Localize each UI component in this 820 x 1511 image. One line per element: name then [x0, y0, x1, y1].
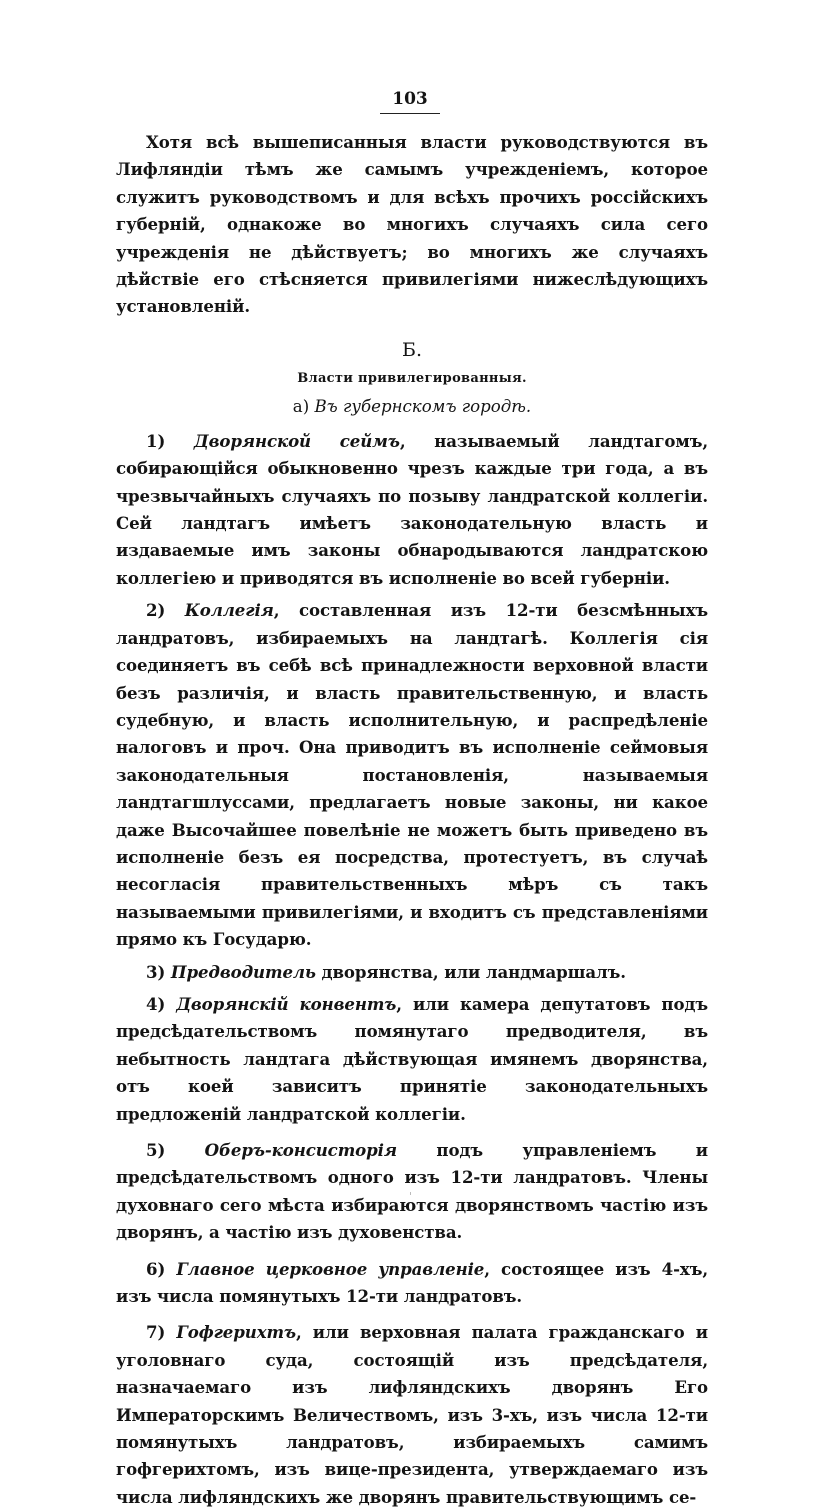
page-number [0, 88, 820, 114]
item-text: подъ управленіемъ и предсѣдательствомъ одного изъ 12-ти ландратовъ. Члены духовнаго сего мѣста избираются дворянствомъ частію изъ дворянъ, а частію изъ духовенства. [116, 1140, 709, 1243]
scan-speck [410, 1192, 411, 1195]
item-term: Коллегія [184, 600, 274, 621]
item-number: 4) [146, 993, 177, 1014]
item-term: Предводитель [170, 961, 316, 982]
page-number-text: 103 [380, 88, 440, 114]
list-item [116, 959, 708, 986]
item-term: Дворянской сеймъ [193, 430, 400, 451]
item-term: Дворянскій конвентъ [176, 993, 397, 1014]
list-item [116, 991, 708, 1128]
item-number: 3) [146, 961, 171, 982]
list-item [116, 597, 708, 953]
list-item [116, 1137, 708, 1247]
item-text: , составленная изъ 12-ти безсмѣнныхъ ландратовъ, избираемыхъ на ландтагѣ. Коллегія сія соединяетъ въ себѣ всѣ принадлежности верховной власти безъ различія, и власть правительственную, и власть судебную, и власть исполнительную, и распредѣленіе налоговъ и проч. Она приводитъ въ исполненіе сеймовыя законодательныя постановленія, называемыя ландтагшлуссами, предлагаетъ новые законы, ни какое даже Высочайшее повелѣніе не можетъ быть приведено въ исполненіе безъ ея посредства, протестуетъ, въ случаѣ несогласія правительственныхъ мѣръ съ такъ называемыми привилегіями, и входитъ съ представленіями прямо къ Государю. [116, 600, 709, 950]
item-text: , или камера депутатовъ подъ предсѣдательствомъ помянутаго предводителя, въ небытность ландтага дѣйствующая имянемъ дворянства, отъ коей зависитъ принятіе законодательныхъ предложеній ландратской коллегіи. [116, 993, 709, 1124]
item-number: 1) [146, 430, 194, 451]
item-text: , состоящее изъ 4-хъ, изъ числа помянутыхъ 12-ти ландратовъ. [116, 1258, 709, 1307]
section-subtitle-italic: Въ губернскомъ городѣ. [314, 396, 532, 416]
item-number: 5) [146, 1140, 205, 1160]
item-number: 7) [146, 1322, 177, 1343]
item-text: , или верховная палата гражданскаго и уголовнаго суда, состоящій изъ предсѣдателя, назначаемаго изъ лифляндскихъ дворянъ Его Императорскимъ Величествомъ, изъ 3-хъ, изъ числа 12-ти помянутыхъ ландратовъ, избираемыхъ самимъ гофгерихтомъ, изъ вице-президента, утверждаемаго изъ числа лифляндскихъ же дворянъ правительствующимъ се- [116, 1322, 709, 1507]
item-text: дворянства, или ландмаршалъ. [315, 961, 626, 982]
section-letter: Б. [401, 338, 422, 361]
item-number: 6) [146, 1258, 177, 1279]
item-text: , называемый ландтагомъ, собирающійся обыкновенно чрезъ каждые три года, а въ чрезвычайныхъ случаяхъ по позыву ландратской коллегіи. Сей ландтагъ имѣетъ законодательную власть и издаваемые имъ законы обнародываются ландратскою коллегіею и приводятся въ исполненіе во всей губерніи. [116, 430, 708, 588]
item-term: Оберъ-консисторія [204, 1140, 397, 1160]
section-subtitle [116, 393, 708, 420]
item-number: 2) [146, 600, 185, 621]
list-item [116, 1256, 708, 1311]
section-title: Власти привилегированныя. [297, 370, 527, 386]
item-term: Гофгерихтъ [176, 1322, 296, 1343]
list-item [116, 428, 708, 592]
section-subtitle-prefix: а) [292, 396, 315, 416]
item-term: Главное церковное управленіе [176, 1258, 485, 1279]
list-item [116, 1319, 708, 1511]
intro-paragraph: Хотя всѣ вышеписанныя власти руководствуются въ Лифляндіи тѣмъ же самымъ учрежденіемъ, которое служитъ руководствомъ и для всѣхъ прочихъ россійскихъ губерній, однакоже во многихъ случаяхъ сила сего учрежденія не дѣйствуетъ; во многихъ же случаяхъ дѣйствіе его стѣсняется привилегіями нижеслѣдующихъ установленій. [116, 132, 708, 317]
body-text [116, 129, 708, 1511]
